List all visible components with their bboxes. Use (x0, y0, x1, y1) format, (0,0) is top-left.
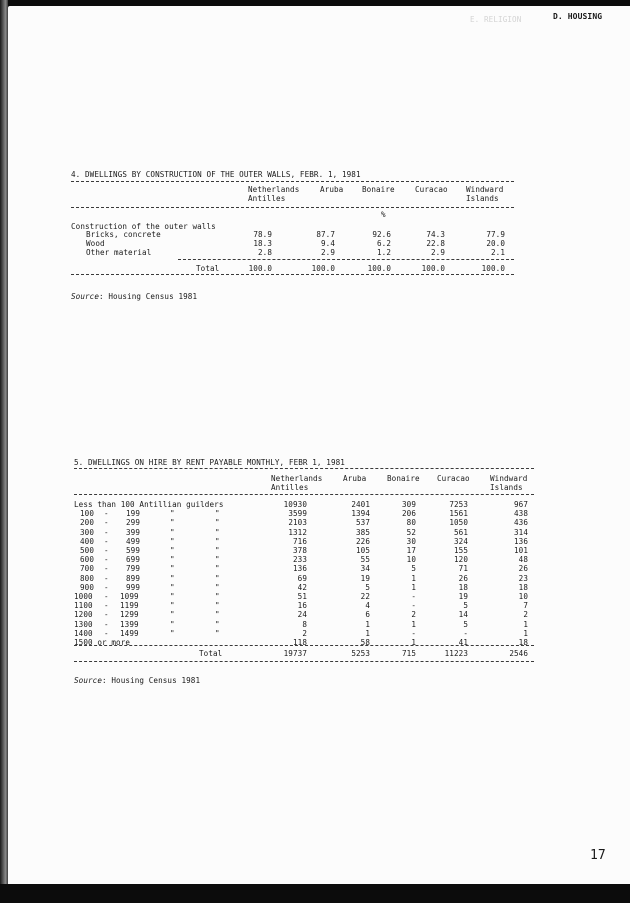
table-cell: 7253 (449, 500, 468, 509)
source-note (74, 676, 200, 685)
table-cell: 74.3 (426, 230, 445, 239)
table-cell: 716 (292, 537, 307, 546)
source-note (71, 292, 197, 301)
range-dash: - (104, 564, 109, 573)
table-cell: 309 (401, 500, 416, 509)
rent-range-to: 299 (126, 518, 141, 527)
table-cell: 22.8 (426, 239, 445, 248)
table-cell: 6 (365, 610, 370, 619)
table-cell: 58 (360, 638, 370, 647)
table-cell: 324 (453, 537, 468, 546)
rent-range-to: 1199 (120, 601, 139, 610)
total-label: Total (199, 649, 223, 658)
table-cell: 2 (411, 610, 416, 619)
table-cell: 2.9 (320, 248, 335, 257)
source-label: Source (74, 676, 103, 685)
rent-range-from: 300 (80, 528, 95, 537)
range-dash: - (104, 528, 109, 537)
rent-range-to: 1499 (120, 629, 139, 638)
rent-range-to: 1299 (120, 610, 139, 619)
table-cell: 34 (360, 564, 370, 573)
total-cell: 100.0 (367, 264, 391, 273)
ditto-mark: " (170, 546, 175, 555)
column-header: Netherlands (248, 185, 300, 194)
column-header: Antilles (271, 483, 309, 492)
row-label: Other material (86, 248, 152, 257)
table-cell: 2.8 (257, 248, 272, 257)
row-group-label: Construction of the outer walls (71, 222, 216, 231)
header-rule (74, 494, 534, 495)
rent-class-label: 1500 or more (74, 638, 131, 647)
table-cell: 71 (458, 564, 468, 573)
table-cell: - (463, 629, 468, 638)
table-cell: 2401 (351, 500, 370, 509)
table-cell: - (411, 629, 416, 638)
table-bottom-rule (71, 274, 514, 275)
ditto-mark: " (170, 629, 175, 638)
row-label: Bricks, concrete (86, 230, 161, 239)
rent-range-from: 1300 (74, 620, 93, 629)
table-cell: 18 (518, 583, 528, 592)
ditto-mark: " (170, 583, 175, 592)
total-cell: 5253 (351, 649, 370, 658)
table-cell: 1394 (351, 509, 370, 518)
ditto-mark: " (215, 546, 220, 555)
table-cell: 2.1 (490, 248, 505, 257)
source-label: Source (71, 292, 100, 301)
rent-range-from: 1400 (74, 629, 93, 638)
table-cell: 1 (411, 574, 416, 583)
table-cell: 92.6 (372, 230, 391, 239)
table-cell: 4 (365, 601, 370, 610)
total-cell: 19737 (283, 649, 307, 658)
table-cell: 136 (513, 537, 528, 546)
book-spine-shadow (0, 0, 8, 903)
total-cell: 2546 (509, 649, 528, 658)
row-label: Wood (86, 239, 105, 248)
column-header: Aruba (320, 185, 344, 194)
range-dash: - (104, 601, 109, 610)
table-cell: 18 (518, 638, 528, 647)
ditto-mark: " (215, 610, 220, 619)
table-cell: 1312 (288, 528, 307, 537)
column-header: Antilles (248, 194, 286, 203)
rent-range-from: 700 (80, 564, 95, 573)
rent-range-to: 799 (126, 564, 141, 573)
ditto-mark: " (215, 555, 220, 564)
table-cell: 10930 (283, 500, 307, 509)
ghost-header-bleedthrough: E. RELIGION (470, 15, 522, 24)
rent-range-from: 600 (80, 555, 95, 564)
rent-range-to: 1099 (120, 592, 139, 601)
table-title: 5. DWELLINGS ON HIRE BY RENT PAYABLE MONTHLY, FEBR 1, 1981 (74, 458, 345, 467)
range-dash: - (104, 592, 109, 601)
table-cell: 118 (292, 638, 307, 647)
running-header: D. HOUSING (553, 12, 603, 21)
unit-label: % (381, 210, 386, 219)
ditto-mark: " (215, 518, 220, 527)
table-cell: 19 (360, 574, 370, 583)
table-cell: 101 (513, 546, 528, 555)
source-value: : Housing Census 1981 (99, 292, 198, 301)
table-cell: 7 (523, 601, 528, 610)
table-cell: 105 (355, 546, 370, 555)
column-header: Islands (490, 483, 523, 492)
table-cell: 55 (360, 555, 370, 564)
table-cell: 18 (458, 583, 468, 592)
table-top-rule (71, 181, 514, 182)
table-cell: 5 (411, 564, 416, 573)
table-cell: 8 (302, 620, 307, 629)
table-cell: 2.9 (430, 248, 445, 257)
header-rule (71, 207, 514, 208)
table-cell: 5 (463, 601, 468, 610)
total-cell: 100.0 (248, 264, 272, 273)
total-cell: 100.0 (311, 264, 335, 273)
subtotal-rule (74, 645, 534, 646)
table-cell: 30 (406, 537, 416, 546)
column-header: Curacao (415, 185, 448, 194)
table-cell: 1 (523, 629, 528, 638)
rent-range-from: 800 (80, 574, 95, 583)
table-cell: 3599 (288, 509, 307, 518)
table-cell: 136 (292, 564, 307, 573)
table-cell: 87.7 (316, 230, 335, 239)
column-header: Islands (466, 194, 499, 203)
rent-range-to: 899 (126, 574, 141, 583)
total-cell: 11223 (444, 649, 468, 658)
range-dash: - (104, 574, 109, 583)
ditto-mark: " (215, 537, 220, 546)
table-cell: 19 (458, 592, 468, 601)
table-cell: 41 (458, 638, 468, 647)
table-cell: 385 (355, 528, 370, 537)
rent-range-from: 1200 (74, 610, 93, 619)
ditto-mark: " (215, 528, 220, 537)
table-cell: 77.9 (486, 230, 505, 239)
table-cell: 1 (411, 583, 416, 592)
table-cell: 78.9 (253, 230, 272, 239)
rent-class-label: Less than 100 Antillian guilders (74, 500, 224, 509)
table-cell: 1561 (449, 509, 468, 518)
ditto-mark: " (215, 601, 220, 610)
table-cell: 26 (458, 574, 468, 583)
table-cell: 14 (458, 610, 468, 619)
ditto-mark: " (170, 537, 175, 546)
rent-range-to: 1399 (120, 620, 139, 629)
table-cell: 1 (523, 620, 528, 629)
table-bottom-rule (74, 661, 534, 662)
table-cell: 1 (365, 629, 370, 638)
table-cell: 120 (453, 555, 468, 564)
rent-range-to: 599 (126, 546, 141, 555)
table-cell: 537 (355, 518, 370, 527)
table-cell: 967 (513, 500, 528, 509)
ditto-mark: " (170, 601, 175, 610)
ditto-mark: " (170, 574, 175, 583)
table-cell: 17 (406, 546, 416, 555)
source-value: : Housing Census 1981 (102, 676, 201, 685)
column-header: Bonaire (362, 185, 395, 194)
table-title: 4. DWELLINGS BY CONSTRUCTION OF THE OUTER WALLS, FEBR. 1, 1981 (71, 170, 361, 179)
table-cell: 42 (297, 583, 307, 592)
range-dash: - (104, 610, 109, 619)
range-dash: - (104, 518, 109, 527)
rent-range-from: 1100 (74, 601, 93, 610)
total-label: Total (196, 264, 220, 273)
rent-range-from: 900 (80, 583, 95, 592)
table-cell: - (411, 592, 416, 601)
rent-range-from: 200 (80, 518, 95, 527)
table-cell: 9.4 (320, 239, 335, 248)
document-page (8, 6, 630, 891)
rent-range-to: 499 (126, 537, 141, 546)
ditto-mark: " (170, 555, 175, 564)
table-cell: 226 (355, 537, 370, 546)
rent-range-from: 1000 (74, 592, 93, 601)
total-cell: 715 (401, 649, 416, 658)
table-cell: 52 (406, 528, 416, 537)
table-cell: 438 (513, 509, 528, 518)
page-number: 17 (590, 848, 606, 863)
table-cell: 233 (292, 555, 307, 564)
table-cell: 16 (297, 601, 307, 610)
table-cell: 2 (302, 629, 307, 638)
range-dash: - (104, 620, 109, 629)
table-cell: 1 (411, 620, 416, 629)
table-cell: 206 (401, 509, 416, 518)
table-cell: 6.2 (376, 239, 391, 248)
table-cell: 5 (463, 620, 468, 629)
column-header: Bonaire (387, 474, 420, 483)
table-cell: 314 (513, 528, 528, 537)
ditto-mark: " (215, 629, 220, 638)
table-cell: 24 (297, 610, 307, 619)
rent-range-to: 699 (126, 555, 141, 564)
ditto-mark: " (215, 583, 220, 592)
table-cell: 2103 (288, 518, 307, 527)
ditto-mark: " (170, 518, 175, 527)
column-header: Netherlands (271, 474, 323, 483)
range-dash: - (104, 546, 109, 555)
rent-range-from: 400 (80, 537, 95, 546)
total-cell: 100.0 (481, 264, 505, 273)
table-cell: - (411, 601, 416, 610)
table-cell: 18.3 (253, 239, 272, 248)
range-dash: - (104, 537, 109, 546)
table-cell: 1 (411, 638, 416, 647)
table-cell: 23 (518, 574, 528, 583)
table-cell: 51 (297, 592, 307, 601)
ditto-mark: " (170, 620, 175, 629)
range-dash: - (104, 629, 109, 638)
ditto-mark: " (215, 564, 220, 573)
table-cell: 2 (523, 610, 528, 619)
ditto-mark: " (170, 610, 175, 619)
range-dash: - (104, 583, 109, 592)
ditto-mark: " (215, 509, 220, 518)
table-cell: 48 (518, 555, 528, 564)
column-header: Windward (466, 185, 504, 194)
table-cell: 20.0 (486, 239, 505, 248)
total-cell: 100.0 (421, 264, 445, 273)
table-cell: 10 (406, 555, 416, 564)
range-dash: - (104, 509, 109, 518)
table-cell: 1.2 (376, 248, 391, 257)
column-header: Aruba (343, 474, 367, 483)
ditto-mark: " (215, 592, 220, 601)
ditto-mark: " (170, 564, 175, 573)
table-cell: 10 (518, 592, 528, 601)
subtotal-rule (178, 259, 514, 260)
column-header: Windward (490, 474, 528, 483)
table-cell: 436 (513, 518, 528, 527)
column-header: Curacao (437, 474, 470, 483)
table-cell: 80 (406, 518, 416, 527)
table-cell: 26 (518, 564, 528, 573)
table-cell: 378 (292, 546, 307, 555)
rent-range-from: 100 (80, 509, 95, 518)
ditto-mark: " (215, 620, 220, 629)
table-cell: 1050 (449, 518, 468, 527)
table-cell: 22 (360, 592, 370, 601)
table-cell: 69 (297, 574, 307, 583)
ditto-mark: " (170, 528, 175, 537)
table-cell: 561 (453, 528, 468, 537)
rent-range-to: 999 (126, 583, 141, 592)
rent-range-from: 500 (80, 546, 95, 555)
table-cell: 155 (453, 546, 468, 555)
rent-range-to: 199 (126, 509, 141, 518)
ditto-mark: " (170, 509, 175, 518)
ditto-mark: " (170, 592, 175, 601)
rent-range-to: 399 (126, 528, 141, 537)
ditto-mark: " (215, 574, 220, 583)
range-dash: - (104, 555, 109, 564)
table-cell: 1 (365, 620, 370, 629)
table-top-rule (74, 468, 534, 469)
table-cell: 5 (365, 583, 370, 592)
page-bottom-edge (0, 884, 630, 903)
